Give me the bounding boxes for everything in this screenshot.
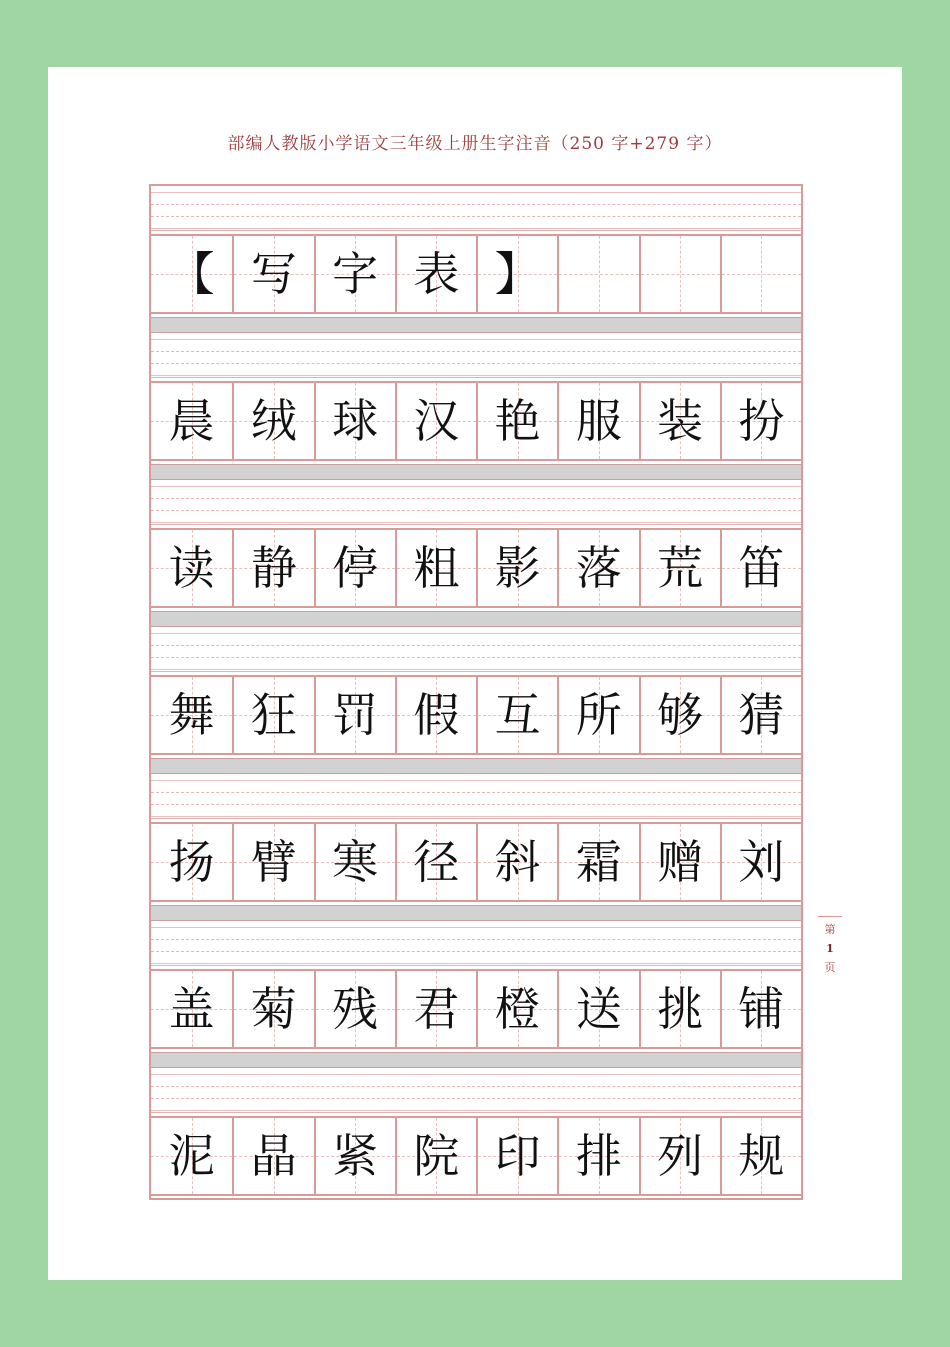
pinyin-line	[151, 351, 801, 352]
character-glyph	[641, 236, 720, 312]
pinyin-line	[151, 816, 801, 817]
pinyin-line	[151, 375, 801, 376]
character-cell	[557, 1116, 638, 1196]
character-cell	[395, 528, 476, 608]
page-title: 部编人教版小学语文三年级上册生字注音（250 字+279 字）	[227, 134, 723, 154]
pinyin-line	[151, 927, 801, 928]
character-cell	[557, 969, 638, 1049]
row-separator	[151, 1052, 801, 1068]
pinyin-line	[151, 1098, 801, 1099]
character-glyph	[559, 236, 638, 312]
character-glyph: 假	[413, 688, 460, 742]
character-glyph: 猜	[738, 688, 785, 742]
character-cell	[639, 822, 720, 902]
pinyin-line	[151, 963, 801, 964]
character-glyph: 】	[494, 247, 541, 301]
character-glyph: 橙	[494, 982, 541, 1036]
pinyin-line	[151, 1110, 801, 1111]
character-glyph: 铺	[738, 982, 785, 1036]
character-grid	[149, 184, 803, 1200]
pinyin-line	[151, 804, 801, 805]
pinyin-band	[151, 186, 801, 231]
character-glyph: 刘	[738, 835, 785, 889]
character-cell	[232, 969, 313, 1049]
character-cell	[557, 234, 638, 314]
character-glyph: 读	[168, 541, 215, 595]
character-glyph: 扬	[168, 835, 215, 889]
character-cell	[314, 528, 395, 608]
character-glyph: 印	[494, 1129, 541, 1183]
character-cell	[314, 969, 395, 1049]
character-cell	[476, 822, 557, 902]
character-cell	[232, 234, 313, 314]
character-cell	[476, 1116, 557, 1196]
pinyin-line	[151, 216, 801, 217]
character-cell	[557, 822, 638, 902]
character-glyph: 静	[250, 541, 297, 595]
pinyin-line	[151, 510, 801, 511]
character-glyph: 罚	[332, 688, 379, 742]
character-glyph: 霜	[575, 835, 622, 889]
character-glyph: 绒	[250, 394, 297, 448]
character-cells	[151, 528, 801, 608]
character-cell	[395, 1116, 476, 1196]
character-cell	[639, 528, 720, 608]
character-cell	[151, 675, 232, 755]
character-glyph: 斜	[494, 835, 541, 889]
character-glyph: 装	[657, 394, 704, 448]
character-cell	[232, 381, 313, 461]
pinyin-line	[151, 1074, 801, 1075]
character-glyph: 球	[332, 394, 379, 448]
character-glyph: 泥	[168, 1129, 215, 1183]
pinyin-line	[151, 522, 801, 523]
character-cell	[232, 822, 313, 902]
character-cell	[476, 381, 557, 461]
character-cell	[557, 675, 638, 755]
character-cell	[720, 969, 801, 1049]
character-cell	[557, 381, 638, 461]
character-glyph: 君	[413, 982, 460, 1036]
pinyin-line	[151, 363, 801, 364]
pinyin-band	[151, 1068, 801, 1113]
character-glyph: 【	[168, 247, 215, 301]
character-glyph: 菊	[250, 982, 297, 1036]
character-glyph: 盖	[168, 982, 215, 1036]
pinyin-line	[151, 657, 801, 658]
character-glyph: 互	[494, 688, 541, 742]
pinyin-line	[151, 1086, 801, 1087]
character-glyph: 臂	[250, 835, 297, 889]
character-cell	[395, 969, 476, 1049]
character-cell	[151, 969, 232, 1049]
character-glyph: 残	[332, 982, 379, 1036]
character-cell	[151, 528, 232, 608]
character-glyph: 排	[575, 1129, 622, 1183]
character-cells	[151, 675, 801, 755]
character-cell	[720, 528, 801, 608]
character-cells	[151, 969, 801, 1049]
pinyin-band	[151, 921, 801, 966]
character-glyph: 写	[250, 247, 297, 301]
character-cell	[151, 234, 232, 314]
character-cell	[395, 675, 476, 755]
row-separator	[151, 611, 801, 627]
pinyin-line	[151, 792, 801, 793]
character-cells	[151, 1116, 801, 1196]
character-glyph: 舞	[168, 688, 215, 742]
character-cell	[314, 675, 395, 755]
pinyin-line	[151, 669, 801, 670]
character-cell	[395, 381, 476, 461]
character-cell	[720, 234, 801, 314]
row-separator	[151, 317, 801, 333]
character-cells	[151, 234, 801, 314]
character-glyph: 院	[413, 1129, 460, 1183]
character-cell	[314, 381, 395, 461]
page-number-marker	[818, 916, 842, 982]
character-glyph: 送	[575, 982, 622, 1036]
row-separator	[151, 464, 801, 480]
row-separator	[151, 905, 801, 921]
pinyin-line	[151, 951, 801, 952]
character-cell	[314, 822, 395, 902]
character-cell	[639, 381, 720, 461]
character-glyph: 粗	[413, 541, 460, 595]
pinyin-line	[151, 339, 801, 340]
character-glyph: 紧	[332, 1129, 379, 1183]
character-cell	[151, 822, 232, 902]
character-cell	[151, 1116, 232, 1196]
character-glyph: 够	[657, 688, 704, 742]
character-cell	[639, 675, 720, 755]
character-glyph: 所	[575, 688, 622, 742]
character-glyph: 扮	[738, 394, 785, 448]
character-glyph: 晶	[250, 1129, 297, 1183]
character-glyph: 荒	[657, 541, 704, 595]
pinyin-line	[151, 633, 801, 634]
character-cell	[232, 528, 313, 608]
character-glyph: 艳	[494, 394, 541, 448]
pinyin-line	[151, 498, 801, 499]
character-cell	[557, 528, 638, 608]
pinyin-line	[151, 486, 801, 487]
character-cell	[476, 969, 557, 1049]
character-cell	[395, 822, 476, 902]
character-cell	[151, 381, 232, 461]
pinyin-line	[151, 192, 801, 193]
character-glyph: 径	[413, 835, 460, 889]
pinyin-line	[151, 939, 801, 940]
character-cells	[151, 381, 801, 461]
pinyin-line	[151, 645, 801, 646]
character-glyph: 影	[494, 541, 541, 595]
character-cell	[639, 1116, 720, 1196]
character-cell	[476, 234, 557, 314]
character-glyph: 表	[413, 247, 460, 301]
character-glyph: 停	[332, 541, 379, 595]
character-glyph: 汉	[413, 394, 460, 448]
pinyin-line	[151, 780, 801, 781]
page-prefix: 第	[824, 923, 836, 936]
pinyin-line	[151, 228, 801, 229]
character-cell	[395, 234, 476, 314]
character-cell	[232, 1116, 313, 1196]
character-glyph: 规	[738, 1129, 785, 1183]
character-glyph: 寒	[332, 835, 379, 889]
character-glyph: 赠	[657, 835, 704, 889]
pinyin-band	[151, 333, 801, 378]
character-glyph: 挑	[657, 982, 704, 1036]
character-cell	[476, 675, 557, 755]
character-cell	[232, 675, 313, 755]
page-suffix: 页	[824, 961, 836, 974]
character-glyph: 列	[657, 1129, 704, 1183]
character-glyph: 晨	[168, 394, 215, 448]
character-cell	[720, 675, 801, 755]
character-cell	[314, 1116, 395, 1196]
character-cell	[639, 234, 720, 314]
character-glyph: 服	[575, 394, 622, 448]
character-cell	[720, 1116, 801, 1196]
character-cell	[476, 528, 557, 608]
page-number: 1	[826, 942, 834, 955]
character-glyph: 落	[575, 541, 622, 595]
pinyin-band	[151, 774, 801, 819]
character-cell	[720, 822, 801, 902]
character-cell	[314, 234, 395, 314]
character-glyph	[722, 236, 801, 312]
character-glyph: 狂	[250, 688, 297, 742]
pinyin-line	[151, 204, 801, 205]
row-separator	[151, 758, 801, 774]
character-cell	[720, 381, 801, 461]
pinyin-band	[151, 480, 801, 525]
pinyin-band	[151, 627, 801, 672]
character-glyph: 字	[332, 247, 379, 301]
character-glyph: 笛	[738, 541, 785, 595]
character-cell	[639, 969, 720, 1049]
character-cells	[151, 822, 801, 902]
